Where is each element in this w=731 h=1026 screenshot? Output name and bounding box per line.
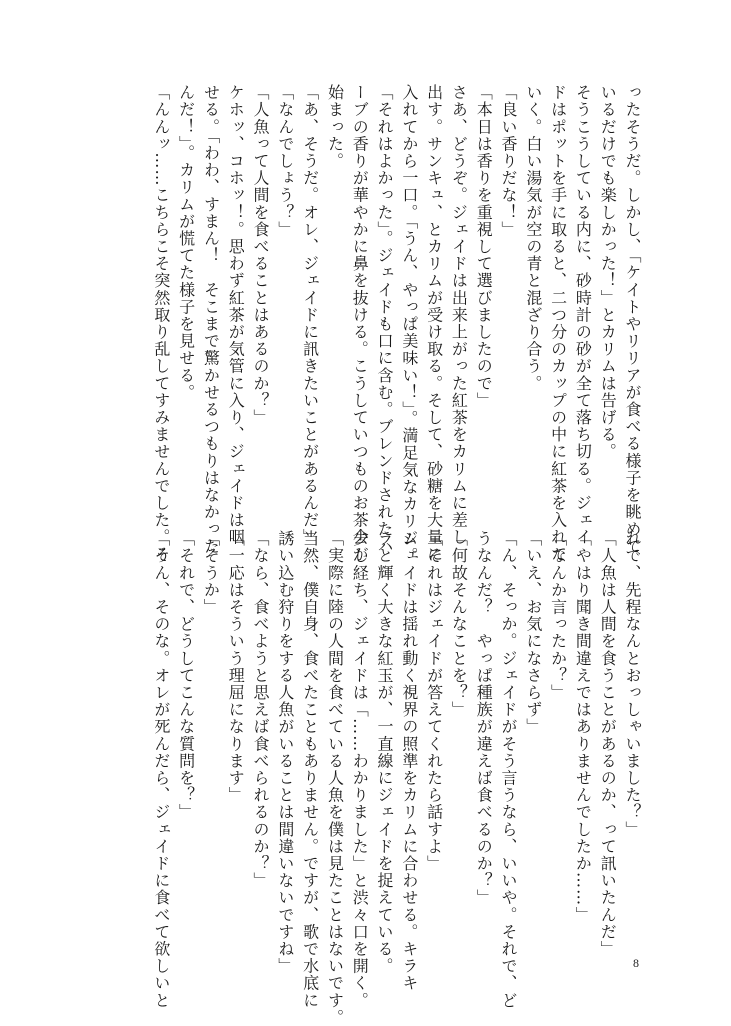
text-line: 「なんか言ったか？」 [548, 530, 568, 701]
text-line: 出す。サンキュ、とカリムが受け取る。そして、砂糖を大量に [424, 84, 444, 563]
text-line: 入れてから一口。「うん、やっぱ美味い！」。満足気なカリム。 [399, 84, 419, 564]
text-line: 少し経ち、ジェイドは「……わかりました」と渋々口を開く。 [350, 530, 370, 1009]
text-line: 「何故そんなことを？」 [449, 530, 469, 719]
text-line: 始まった。 [325, 84, 345, 170]
text-line: ったそうだ。しかし、「ケイトやリリアが食べる様子を眺めて [623, 84, 642, 555]
text-line: 「それはよかった」。ジェイドも口に含む。ブレンドされたハ [375, 84, 395, 555]
text-line: ドはポットを手に取ると、二つ分のカップの中に紅茶を入れて [548, 84, 568, 563]
text-line: 「実際に陸の人間を食べている人魚を僕は見たことはないです。 [325, 530, 345, 1026]
text-line: 当然、僕自身、食べたこともありません。ですが、歌で水底に [300, 530, 320, 1009]
text-line: 「いえ、お気になさらず」 [523, 530, 543, 736]
text-line: ジェイドは揺れ動く視界の照準をカリムに合わせる。キラキ [399, 530, 419, 992]
text-line: 「ん、そっか。ジェイドがそう言うなら、いいや。それで、ど [499, 530, 519, 1009]
text-line: ラと輝く大きな紅玉が、一直線にジェイドを捉えている。 [375, 530, 395, 975]
text-line: 「あ、そうだ。オレ、ジェイドに訊きたいことがあるんだ」 [300, 84, 320, 546]
text-line: んだ！」。カリムが慌てた様子を見せる。 [176, 84, 196, 401]
text-line: せる。「わわ、すまん！ そこまで驚かせるつもりはなかった [201, 84, 221, 555]
text-line: 「人魚って人間を食べることはあるのか？」 [251, 84, 271, 426]
text-line: さあ、どうぞ。ジェイドは出来上がった紅茶をカリムに差し [449, 84, 469, 546]
text-line: 「一応はそういう理屈になります」 [226, 530, 246, 804]
text-line: いく。白い湯気が空の青と混ざり合う。 [523, 84, 543, 392]
text-line: うなんだ？ やっぱ種族が違えば食べるのか？」 [474, 530, 494, 907]
top-text-block [151, 84, 644, 564]
bottom-text-block [151, 530, 644, 1026]
text-line: れで、先程なんとおっしゃいました？」 [623, 530, 642, 838]
text-line: 「良い香りだな！」 [499, 84, 519, 238]
text-line: そうこうしている内に、砂時計の砂が全て落ち切る。ジェイ [573, 84, 593, 546]
text-line: 「本日は香りを重視して選びましたので」 [474, 84, 494, 409]
text-line: 「なんでしょう？」 [275, 84, 295, 238]
text-line: 「それはジェイドが答えてくれたら話すよ」 [424, 530, 444, 872]
text-line: 「うん、そのな。オレが死んだら、ジェイドに食べて欲しいと [151, 530, 171, 1009]
text-line: 誘い込む狩りをする人魚がいることは間違いないですね」 [275, 530, 295, 975]
text-line: 「なら、食べようと思えば食べられるのか？」 [251, 530, 271, 890]
text-line: 「そうか」 [201, 530, 221, 616]
text-line: ケホッ、コホッ！。思わず紅茶が気管に入り、ジェイドは咽 [226, 84, 246, 546]
text-line: 「それで、どうしてこんな質問を？」 [176, 530, 196, 821]
text-line: 「やはり聞き間違えではありませんでしたか……」 [573, 530, 593, 924]
text-line: 「んんッ……こちらこそ突然取り乱してすみませんでした。そ [151, 84, 171, 563]
text-line: 「人魚は人間を食うことがあるのか、って訊いたんだ」 [598, 530, 618, 958]
text-line: いるだけでも楽しかった！」とカリムは告げる。 [598, 84, 618, 461]
text-line: ーブの香りが華やかに鼻を抜ける。こうしていつものお茶会が [350, 84, 370, 563]
page-number: 8 [633, 956, 639, 970]
